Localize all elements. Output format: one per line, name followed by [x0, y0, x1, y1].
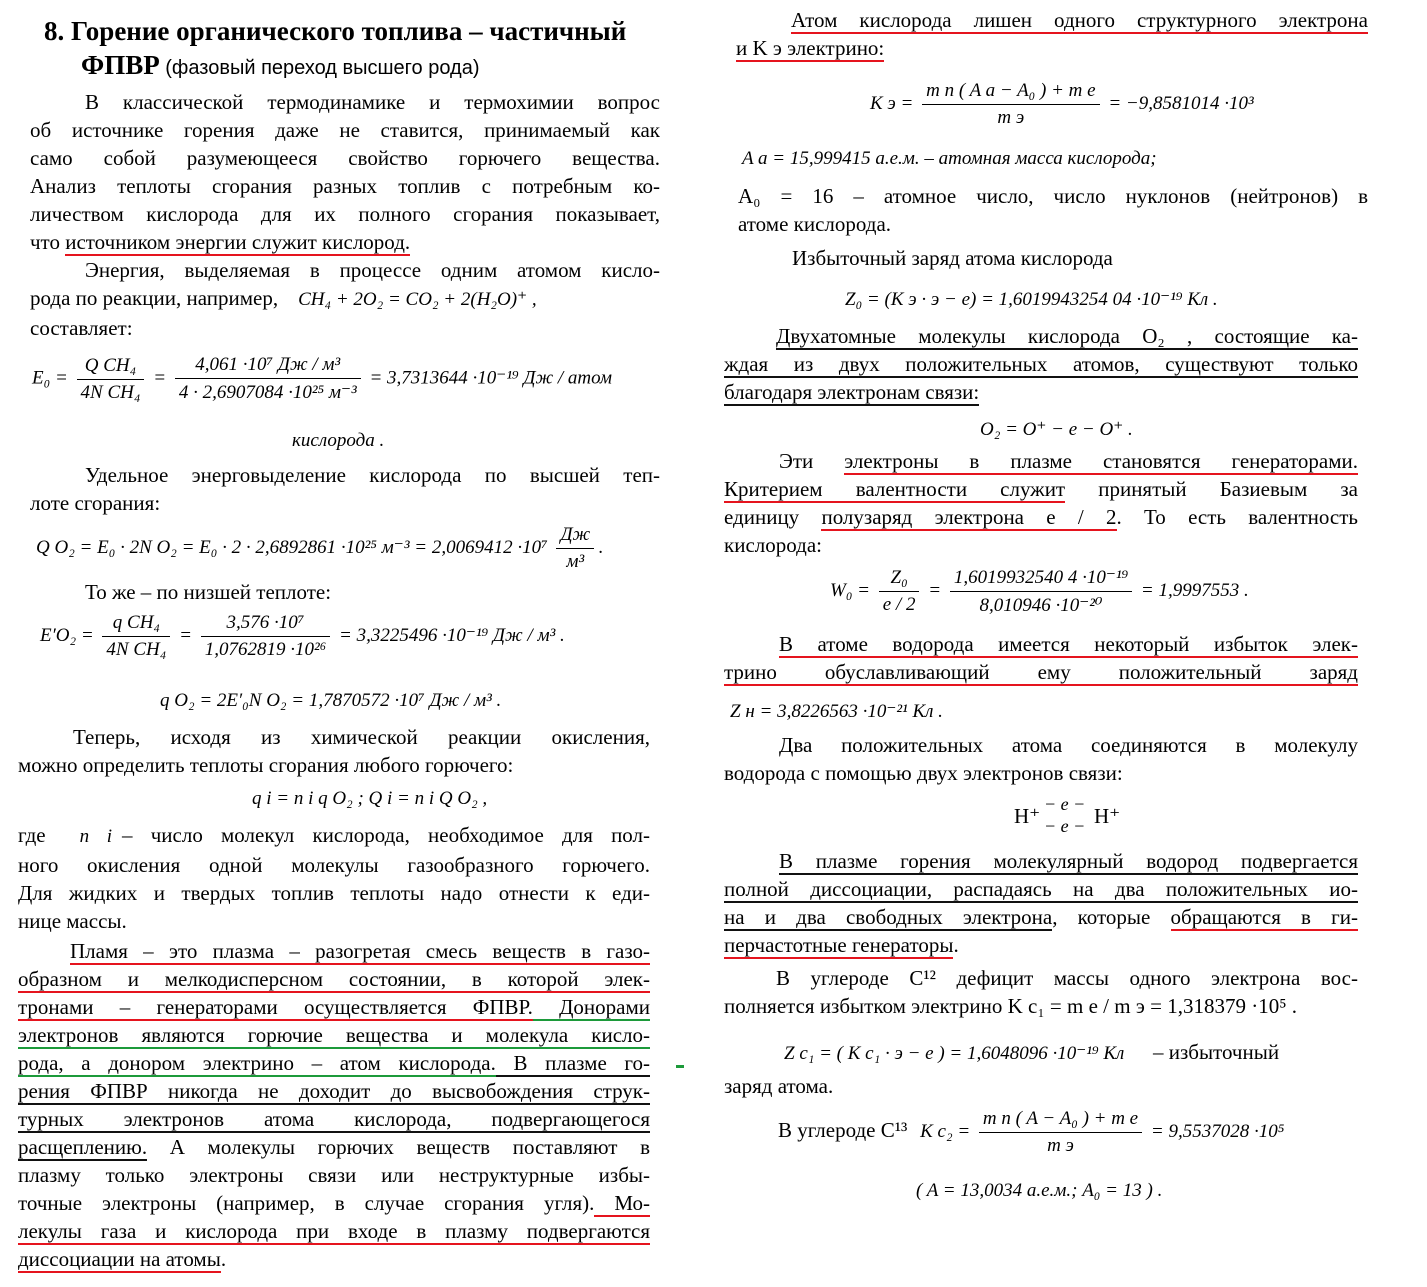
right-paragraph-8: В углероде C¹² дефицит массы одного электрона вос- полняется избытком электрино K c₁ = m e / m э = 1,318379 ·10⁵ .: [724, 966, 1358, 1018]
formula-e0-tail: кислорода .: [292, 430, 385, 451]
green-margin-mark: [676, 1065, 684, 1068]
right-paragraph-a0: A₀ = 16 – атомное число, число нуклонов (нейтронов) в атоме кислорода.: [738, 184, 1368, 236]
formula-o2: O₂ = O⁺ − e − O⁺ .: [980, 419, 1133, 440]
formula-aa: A a = 15,999415 а.е.м. – атомная масса кислорода;: [742, 148, 1157, 169]
left-paragraph-6: где n i – число молекул кислорода, необходимое для пол- ного окисления одной молекулы газообразного горючего. Для жидких и твердых топлив теплоты надо отнести к еди- нице массы.: [18, 823, 650, 933]
right-paragraph-7: В плазме горения молекулярный водород подвергается полной диссоциации, распадаясь на два положительных ио- на и два свободных электрона, которые обращаются в ги- перчастотные генераторы.: [724, 847, 1358, 959]
formula-q02: Q O₂ = E₀ · 2N O₂ = E₀ · 2 · 2,6892861 ·10²⁵ м⁻³ = 2,0069412 ·10⁷ $\frac{Дж}{\text{м³}}$ .: [36, 524, 603, 572]
document-page: 8. Горение органического топлива – частичный ФПВР (фазовый переход высшего рода) В классической термодинамике и термохимии вопрос об источнике горения даже не ставится, принимаемый как само собой разумеющееся свойство горючего вещества. Анализ теплоты сгорания разных топлив с потребным ко- личеством кислорода для их полного сгорания показывает, что источником энергии служит кислород. Энергия, выделяемая в процессе одним атомом кисло- рода по реакции, например, CH₄ + 2O₂ = CO₂ + 2(H₂O)⁺ , составляет: E₀ = $\frac{\text{Q CH₄}}{\text{4N CH₄}}$ = $\frac{\text{4,061 ·10⁷ Дж / м³}}{\text{4 · 2,6907084 ·10²⁵ м⁻³}}$ = 3,7313644 ·10⁻¹⁹ Дж / атом кислорода . Удельное энерговыделение кислорода по высшей теп- лоте сгорания: Q O₂ = E₀ · 2N O₂ = E₀ · 2 · 2,6892861 ·10²⁵ м⁻³ = 2,0069412 ·10⁷ $\frac{Дж}{\text{м³}}$ . То же – по низшей теплоте: E′O₂ = $\frac{\text{q CH₄}}{\text{4N CH₄}}$ = $\frac{\text{3,576 ·10⁷}}{\text{1,0762819 ·10²⁶}}$ = 3,3225496 ·10⁻¹⁹ Дж / м³ . q O₂ = 2E′₀N O₂ = 1,7870572 ·10⁷ Дж / м³ . Теперь, исходя из химической реакции окисления, можно определить теплоты сгорания любого горючего: q i = n i q O₂ ; Q i = n i Q O₂ , где n i – число молекул кислорода, необходимое для пол- ного окисления одной молекулы газообразного горючего. Для жидких и твердых топлив теплоты надо отнести к еди- нице массы. Пламя – это плазма – разогретая смесь веществ в газо- образном и мелкодисперсном состоянии, в которой элек- тронами – генераторами осуществляется ФПВР. Донорами электронов являются горючие вещества и молекула кисло- рода, а донором электрино – атом кислорода. В плазме го- рения ФПВР никогда не доходит до высвобождения струк- турных электронов атома кислорода, подвергающегося расщеплению. А молекулы горючих веществ поставляют в плазму только электроны связи или неструктурные избы- точные электроны (например, в случае сгорания угля). Мо- лекулы газа и кислорода при входе в плазму подвергаются диссоциации на атомы. Атом кислорода лишен одного структурного электрона и K э электрино: K э = $\frac{\text{m n ( A a − A₀ ) + m e}}{\text{m э}}$ = −9,8581014 ·10³ A a = 15,999415 а.е.м. – атомная масса кислорода; A₀ = 16 – атомное число, число нуклонов (нейтронов) в атоме кислорода. Избыточный заряд атома кислорода Z₀ = (K э · э − e) = 1,6019943254 04 ·10⁻¹⁹ Кл . Двухатомные молекулы кислорода O₂ , состоящие ка- ждая из двух положительных атомов, существуют только благодаря электронам связи: O₂ = O⁺ − e − O⁺ . Эти электроны в плазме становятся генераторами. Критерием валентности служит принятый Базиевым за единицу полузаряд электрона e / 2. То есть валентность кислорода: W₀ = $\frac{\text{Z₀}}{e / 2}$ = $\frac{\text{1,6019932540 4 ·10⁻¹⁹}}{\text{8,010946 ·10⁻²⁰}}$ = 1,9997553 . В атоме водорода имеется некоторый избыток элек- трино обуславливающий ему положительный заряд Z н = 3,8226563 ·10⁻²¹ Кл . Два положительных атома соединяются в молекулу водорода с помощью двух электронов связи: H⁺ − e − − e − H⁺ В плазме горения молекулярный водород подвергается полной диссоциации, распадаясь на два положительных ио- на и два свободных электрона, которые обращаются в ги- перчастотные генераторы. В углероде C¹² дефицит массы одного электрона вос- полняется избытком электрино K c₁ = m e / m э = 1,318379 ·10⁵ . Z c₁ = ( K c₁ · э − e ) = 1,6048096 ·10⁻¹⁹ Кл – избыточный заряд атома. В углероде C¹³ K c₂ = $\frac{\text{m n ( A − A₀ ) + m e}}{\text{m э}}$ = 9,5537028 ·10⁵ ( A = 13,0034 а.е.м.; A₀ = 13 ) .: [0, 0, 1427, 1287]
reaction-formula: CH₄ + 2O₂ = CO₂ + 2(H₂O)⁺ ,: [298, 289, 537, 310]
title-main-2: ФПВР: [81, 50, 160, 80]
section-title: [44, 14, 664, 85]
right-paragraph-9: заряд атома.: [724, 1074, 834, 1098]
formula-c13-params: ( A = 13,0034 а.е.м.; A₀ = 13 ) .: [916, 1180, 1163, 1201]
right-paragraph-2: Избыточный заряд атома кислорода: [792, 246, 1113, 270]
left-paragraph-1: В классической термодинамике и термохимии вопрос об источнике горения даже не ставится, принимаемый как само собой разумеющееся свойство горючего вещества. Анализ теплоты сгорания разных топлив с потребным ко- личеством кислорода для их полного сгорания показывает, что источником энергии служит кислород.: [30, 88, 660, 256]
underline-oxygen-source: источником энергии служит кислород.: [65, 230, 410, 256]
formula-c13: В углероде C¹³ K c₂ = $\frac{\text{m n ( A − A₀ ) + m e}}{\text{m э}}$ = 9,5537028 ·10⁵: [778, 1108, 1285, 1156]
formula-w0: W₀ = $\frac{\text{Z₀}}{e / 2}$ = $\frac{\text{1,6019932540 4 ·10⁻¹⁹}}{\text{8,010946 ·10⁻²⁰}}$ = 1,9997553 .: [830, 567, 1249, 616]
formula-qi: q i = n i q O₂ ; Q i = n i Q O₂ ,: [252, 788, 488, 809]
left-paragraph-2: Энергия, выделяемая в процессе одним атомом кисло- рода по реакции, например, CH₄ + 2O₂ = CO₂ + 2(H₂O)⁺ , составляет:: [30, 258, 660, 340]
formula-e02: E′O₂ = $\frac{\text{q CH₄}}{\text{4N CH₄}}$ = $\frac{\text{3,576 ·10⁷}}{\text{1,0762819 ·10²⁶}}$ = 3,3225496 ·10⁻¹⁹ Дж / м³ .: [40, 612, 565, 660]
formula-q02-low: q O₂ = 2E′₀N O₂ = 1,7870572 ·10⁷ Дж / м³ .: [160, 690, 502, 711]
right-paragraph-3: Двухатомные молекулы кислорода O₂ , состоящие ка- ждая из двух положительных атомов, существуют только благодаря электронам связи:: [724, 322, 1358, 406]
left-paragraph-4: То же – по низшей теплоте:: [85, 580, 332, 604]
right-paragraph-5: В атоме водорода имеется некоторый избыток элек- трино обуславливающий ему положительный заряд: [724, 630, 1358, 686]
left-paragraph-5: Теперь, исходя из химической реакции окисления, можно определить теплоты сгорания любого горючего:: [18, 725, 650, 777]
formula-e0: E₀ = $\frac{\text{Q CH₄}}{\text{4N CH₄}}$ = $\frac{\text{4,061 ·10⁷ Дж / м³}}{\text{4 · 2,6907084 ·10²⁵ м⁻³}}$ = 3,7313644 ·10⁻¹⁹ Дж / атом: [32, 354, 613, 403]
formula-zh: Z н = 3,8226563 ·10⁻²¹ Кл .: [730, 701, 943, 722]
title-main: 8. Горение органического топлива – частичный: [44, 16, 627, 46]
formula-z0: Z₀ = (K э · э − e) = 1,6019943254 04 ·10⁻¹⁹ Кл .: [845, 289, 1218, 310]
title-subtitle: (фазовый переход высшего рода): [159, 57, 480, 79]
formula-zc1: Z c₁ = ( K c₁ · э − e ) = 1,6048096 ·10⁻¹⁹ Кл – избыточный: [784, 1040, 1280, 1064]
right-paragraph-4: Эти электроны в плазме становятся генераторами. Критерием валентности служит принятый Базиевым за единицу полузаряд электрона e / 2. То есть валентность кислорода:: [724, 449, 1358, 557]
left-paragraph-7: Пламя – это плазма – разогретая смесь веществ в газо- образном и мелкодисперсном состоянии, в которой элек- тронами – генераторами осуществляется ФПВР. Донорами электронов являются горючие вещества и молекула кисло- рода, а донором электрино – атом кислорода. В плазме го- рения ФПВР никогда не доходит до высвобождения струк- турных электронов атома кислорода, подвергающегося расщеплению. А молекулы горючих веществ поставляют в плазму только электроны связи или неструктурные избы- точные электроны (например, в случае сгорания угля). Мо- лекулы газа и кислорода при входе в плазму подвергаются диссоциации на атомы.: [18, 937, 650, 1273]
left-paragraph-3: Удельное энерговыделение кислорода по высшей теп- лоте сгорания:: [30, 463, 660, 515]
formula-k: K э = $\frac{\text{m n ( A a − A₀ ) + m e}}{\text{m э}}$ = −9,8581014 ·10³: [870, 80, 1254, 128]
right-paragraph-6: Два положительных атома соединяются в молекулу водорода с помощью двух электронов связи:: [724, 733, 1358, 785]
right-paragraph-1: Атом кислорода лишен одного структурного электрона и K э электрино:: [736, 6, 1368, 62]
